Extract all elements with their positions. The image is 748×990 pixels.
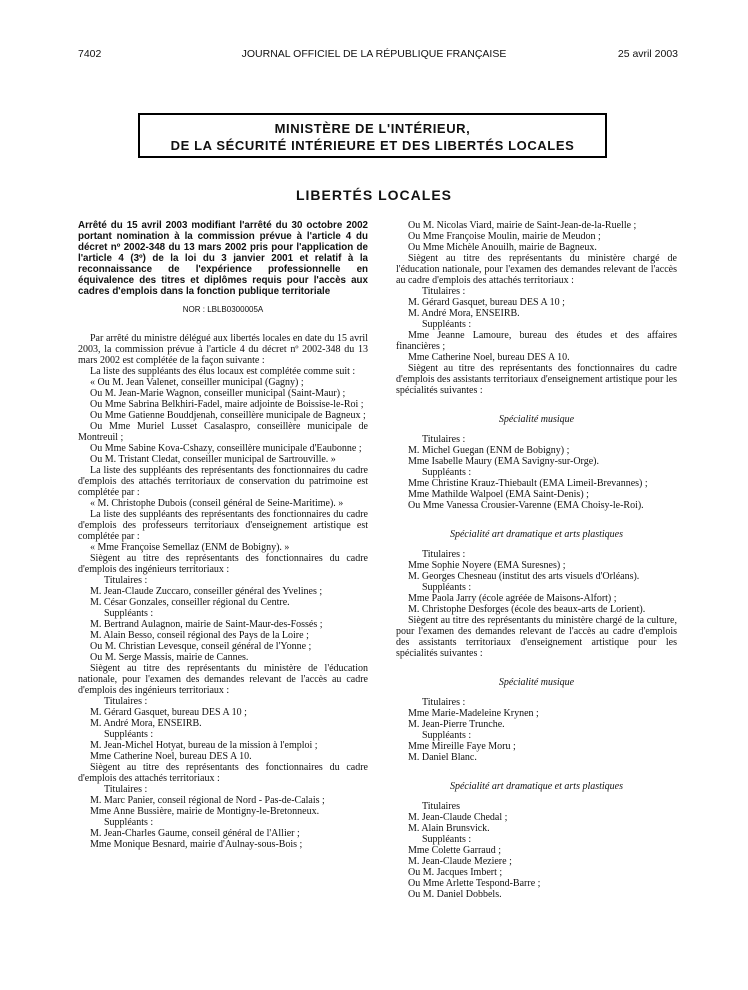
journal-title: JOURNAL OFFICIEL DE LA RÉPUBLIQUE FRANÇAISE [241, 48, 507, 60]
right-column [396, 220, 677, 900]
list-item: M. Jean-Claude Meziere ; [408, 856, 512, 867]
list-item: M. César Gonzales, conseiller régional du Centre. [90, 597, 290, 608]
titulaires-label: Titulaires [422, 801, 460, 812]
titulaires-label: Titulaires : [104, 575, 148, 586]
titulaires-label: Titulaires : [422, 434, 466, 445]
list-item: Ou Mme Michèle Anouilh, mairie de Bagneux. [408, 242, 597, 253]
list-item: Mme Colette Garraud ; [408, 845, 502, 856]
list-item: Mme Isabelle Maury (EMA Savigny-sur-Orge). [408, 456, 599, 467]
list-item: M. Jean-Claude Zuccaro, conseiller général des Yvelines ; [90, 586, 323, 597]
list-item: M. Michel Guegan (ENM de Bobigny) ; [408, 445, 570, 456]
titulaires-label: Titulaires : [422, 697, 466, 708]
suppleants-label: Suppléants : [422, 467, 472, 478]
list-item: M. Alain Brunsvick. [408, 823, 490, 834]
paragraph-assistants: Siègent au titre des représentants des fonctionnaires du cadre d'emplois des assistants territoriaux d'enseignement artistique pour les spécialités suivantes : [396, 363, 677, 396]
list-item: Ou Mme Sabrina Belkhiri-Fadel, maire adjointe de Boissise-le-Roi ; [90, 399, 364, 410]
list-item: Mme Mireille Faye Moru ; [408, 741, 516, 752]
list-item: Mme Anne Bussière, mairie de Montigny-le-Bretonneux. [90, 806, 320, 817]
titulaires-label: Titulaires : [422, 286, 466, 297]
list-item: M. Georges Chesneau (institut des arts visuels d'Orléans). [408, 571, 640, 582]
list-item: Ou Mme Arlette Tespond-Barre ; [408, 878, 541, 889]
list-item: M. André Mora, ENSEIRB. [90, 718, 202, 729]
list-item: Mme Marie-Madeleine Krynen ; [408, 708, 539, 719]
list-item: M. Jean-Michel Hotyat, bureau de la mission à l'emploi ; [90, 740, 318, 751]
list-item: Mme Christine Krauz-Thiebault (EMA Limeil-Brevannes) ; [408, 478, 648, 489]
list-elus [78, 377, 368, 465]
suppleants-label: Suppléants : [422, 834, 472, 845]
list-item: Mme Catherine Noel, bureau DES A 10. [90, 751, 252, 762]
list-item: Ou M. Jean-Marie Wagnon, conseiller municipal (Saint-Maur) ; [90, 388, 346, 399]
list-item: M. Marc Panier, conseil régional de Nord - Pas-de-Calais ; [90, 795, 325, 806]
list-item: Ou Mme Françoise Moulin, mairie de Meudon ; [408, 231, 601, 242]
titulaires-label: Titulaires : [104, 784, 148, 795]
specialty-heading: Spécialité musique [498, 414, 575, 425]
ministry-box [138, 113, 607, 158]
list-item: M. Jean-Claude Chedal ; [408, 812, 508, 823]
paragraph-attaches: Siègent au titre des représentants des fonctionnaires du cadre d'emplois des attachés territoriaux : [78, 762, 368, 784]
page-number: 7402 [78, 48, 102, 60]
suppleants-label: Suppléants : [104, 729, 154, 740]
suppleants-label: Suppléants : [422, 730, 472, 741]
titulaires-label: Titulaires : [104, 696, 148, 707]
paragraph-ingenieurs: Siègent au titre des représentants des fonctionnaires du cadre d'emplois des ingénieurs territoriaux : [78, 553, 368, 575]
ministry-line-1: MINISTÈRE DE L'INTÉRIEUR, [274, 121, 471, 136]
list-item: « M. Christophe Dubois (conseil général de Seine-Maritime). » [90, 498, 344, 509]
section-title: LIBERTÉS LOCALES [295, 187, 452, 203]
list-item: Mme Catherine Noel, bureau DES A 10. [408, 352, 570, 363]
specialty-heading: Spécialité musique [498, 677, 575, 688]
specialty-heading: Spécialité art dramatique et arts plastiques [449, 781, 624, 792]
list-item: M. Christophe Desforges (école des beaux-arts de Lorient). [408, 604, 646, 615]
list-item: Ou Mme Sabine Kova-Cshazy, conseillère municipale d'Eaubonne ; [90, 443, 362, 454]
ministry-line-2: DE LA SÉCURITÉ INTÉRIEURE ET DES LIBERTÉS LOCALES [170, 138, 575, 153]
paragraph-patrimoine: La liste des suppléants des représentants des fonctionnaires du cadre d'emplois des attachés territoriaux de conservation du patrimoine est complétée par : [78, 465, 368, 498]
list-item: Mme Mathilde Walpoel (EMA Saint-Denis) ; [408, 489, 589, 500]
list-item: Ou M. Jacques Imbert ; [408, 867, 503, 878]
paragraph-elus: La liste des suppléants des élus locaux est complétée comme suit : [90, 366, 356, 377]
list-item: Mme Paola Jarry (école agréée de Maisons-Alfort) ; [408, 593, 617, 604]
paragraph-enseignement: La liste des suppléants des représentants des fonctionnaires du cadre d'emplois des professeurs territoriaux d'enseignement artistique est complétée par : [78, 509, 368, 542]
list-item: M. Bertrand Aulagnon, mairie de Saint-Maur-des-Fossés ; [90, 619, 323, 630]
list-item: M. Daniel Blanc. [408, 752, 477, 763]
list-item: M. Gérard Gasquet, bureau DES A 10 ; [408, 297, 565, 308]
list-item: M. Jean-Pierre Trunche. [408, 719, 505, 730]
nor-reference: NOR : LBLB0300005A [182, 305, 264, 314]
list-item: Ou M. Christian Levesque, conseil général de l'Yonne ; [90, 641, 312, 652]
suppleants-label: Suppléants : [104, 608, 154, 619]
list-item: Ou M. Tristant Cledat, conseiller municipal de Sartrouville. » [90, 454, 336, 465]
list-item: « Mme Françoise Semellaz (ENM de Bobigny). » [90, 542, 290, 553]
list-item: M. Jean-Charles Gaume, conseil général de l'Allier ; [90, 828, 300, 839]
list-item: « Ou M. Jean Valenet, conseiller municipal (Gagny) ; [90, 377, 304, 388]
specialty-heading: Spécialité art dramatique et arts plastiques [449, 529, 624, 540]
paragraph-education-ingenieurs: Siègent au titre des représentants du ministère de l'éducation nationale, pour l'examen des demandes relevant de l'accès au cadre d'emplois des ingénieurs territoriaux : [78, 663, 368, 696]
suppleants-label: Suppléants : [104, 817, 154, 828]
list-item: Ou M. Serge Massis, mairie de Cannes. [90, 652, 249, 663]
list-item: Ou M. Nicolas Viard, mairie de Saint-Jean-de-la-Ruelle ; [408, 220, 637, 231]
suppleants-label: Suppléants : [422, 582, 472, 593]
list-item: Ou M. Daniel Dobbels. [408, 889, 502, 900]
paragraph-culture: Siègent au titre des représentants du ministère chargé de la culture, pour l'examen des demandes relevant de l'accès au cadre d'emplois des assistants territoriaux d'enseignement artistique pour les spécialités suivantes : [396, 615, 677, 659]
decree-title: Arrêté du 15 avril 2003 modifiant l'arrêté du 30 octobre 2002 portant nomination à la commission prévue à l'article 4 du décret nº 2002-348 du 13 mars 2002 pris pour l'application de l'article 4 (3º) de la loi du 3 janvier 2001 et relatif à la reconnaissance de l'expérience professionnelle en équivalence des titres et diplômes requis pour l'accès aux cadres d'emplois dans la fonction publique territoriale [78, 220, 368, 297]
list-item: Mme Sophie Noyere (EMA Suresnes) ; [408, 560, 566, 571]
list-item: M. Gérard Gasquet, bureau DES A 10 ; [90, 707, 247, 718]
titulaires-label: Titulaires : [422, 549, 466, 560]
intro-paragraph: Par arrêté du ministre délégué aux libertés locales en date du 15 avril 2003, la commission prévue à l'article 4 du décret nº 2002-348 du 13 mars 2002 est complétée de la façon suivante : [78, 333, 368, 366]
list-item: Mme Jeanne Lamoure, bureau des études et des affaires financières ; [396, 330, 677, 352]
list-item: M. André Mora, ENSEIRB. [408, 308, 520, 319]
list-item: Ou Mme Vanessa Crousier-Varenne (EMA Choisy-le-Roi). [408, 500, 644, 511]
paragraph-education-attaches: Siègent au titre des représentants du ministère chargé de l'éducation nationale, pour l'examen des demandes relevant de l'accès au cadre d'emplois des attachés territoriaux : [396, 253, 677, 286]
left-column [78, 220, 368, 850]
list-item: Ou Mme Gatienne Bouddjenah, conseillère municipale de Bagneux ; [90, 410, 366, 421]
list-item: Mme Monique Besnard, mairie d'Aulnay-sous-Bois ; [90, 839, 303, 850]
suppleants-label: Suppléants : [422, 319, 472, 330]
list-item: M. Alain Besso, conseil régional des Pays de la Loire ; [90, 630, 309, 641]
list-item: Ou Mme Muriel Lusset Casalaspro, conseillère municipale de Montreuil ; [78, 421, 368, 443]
issue-date: 25 avril 2003 [617, 48, 678, 60]
